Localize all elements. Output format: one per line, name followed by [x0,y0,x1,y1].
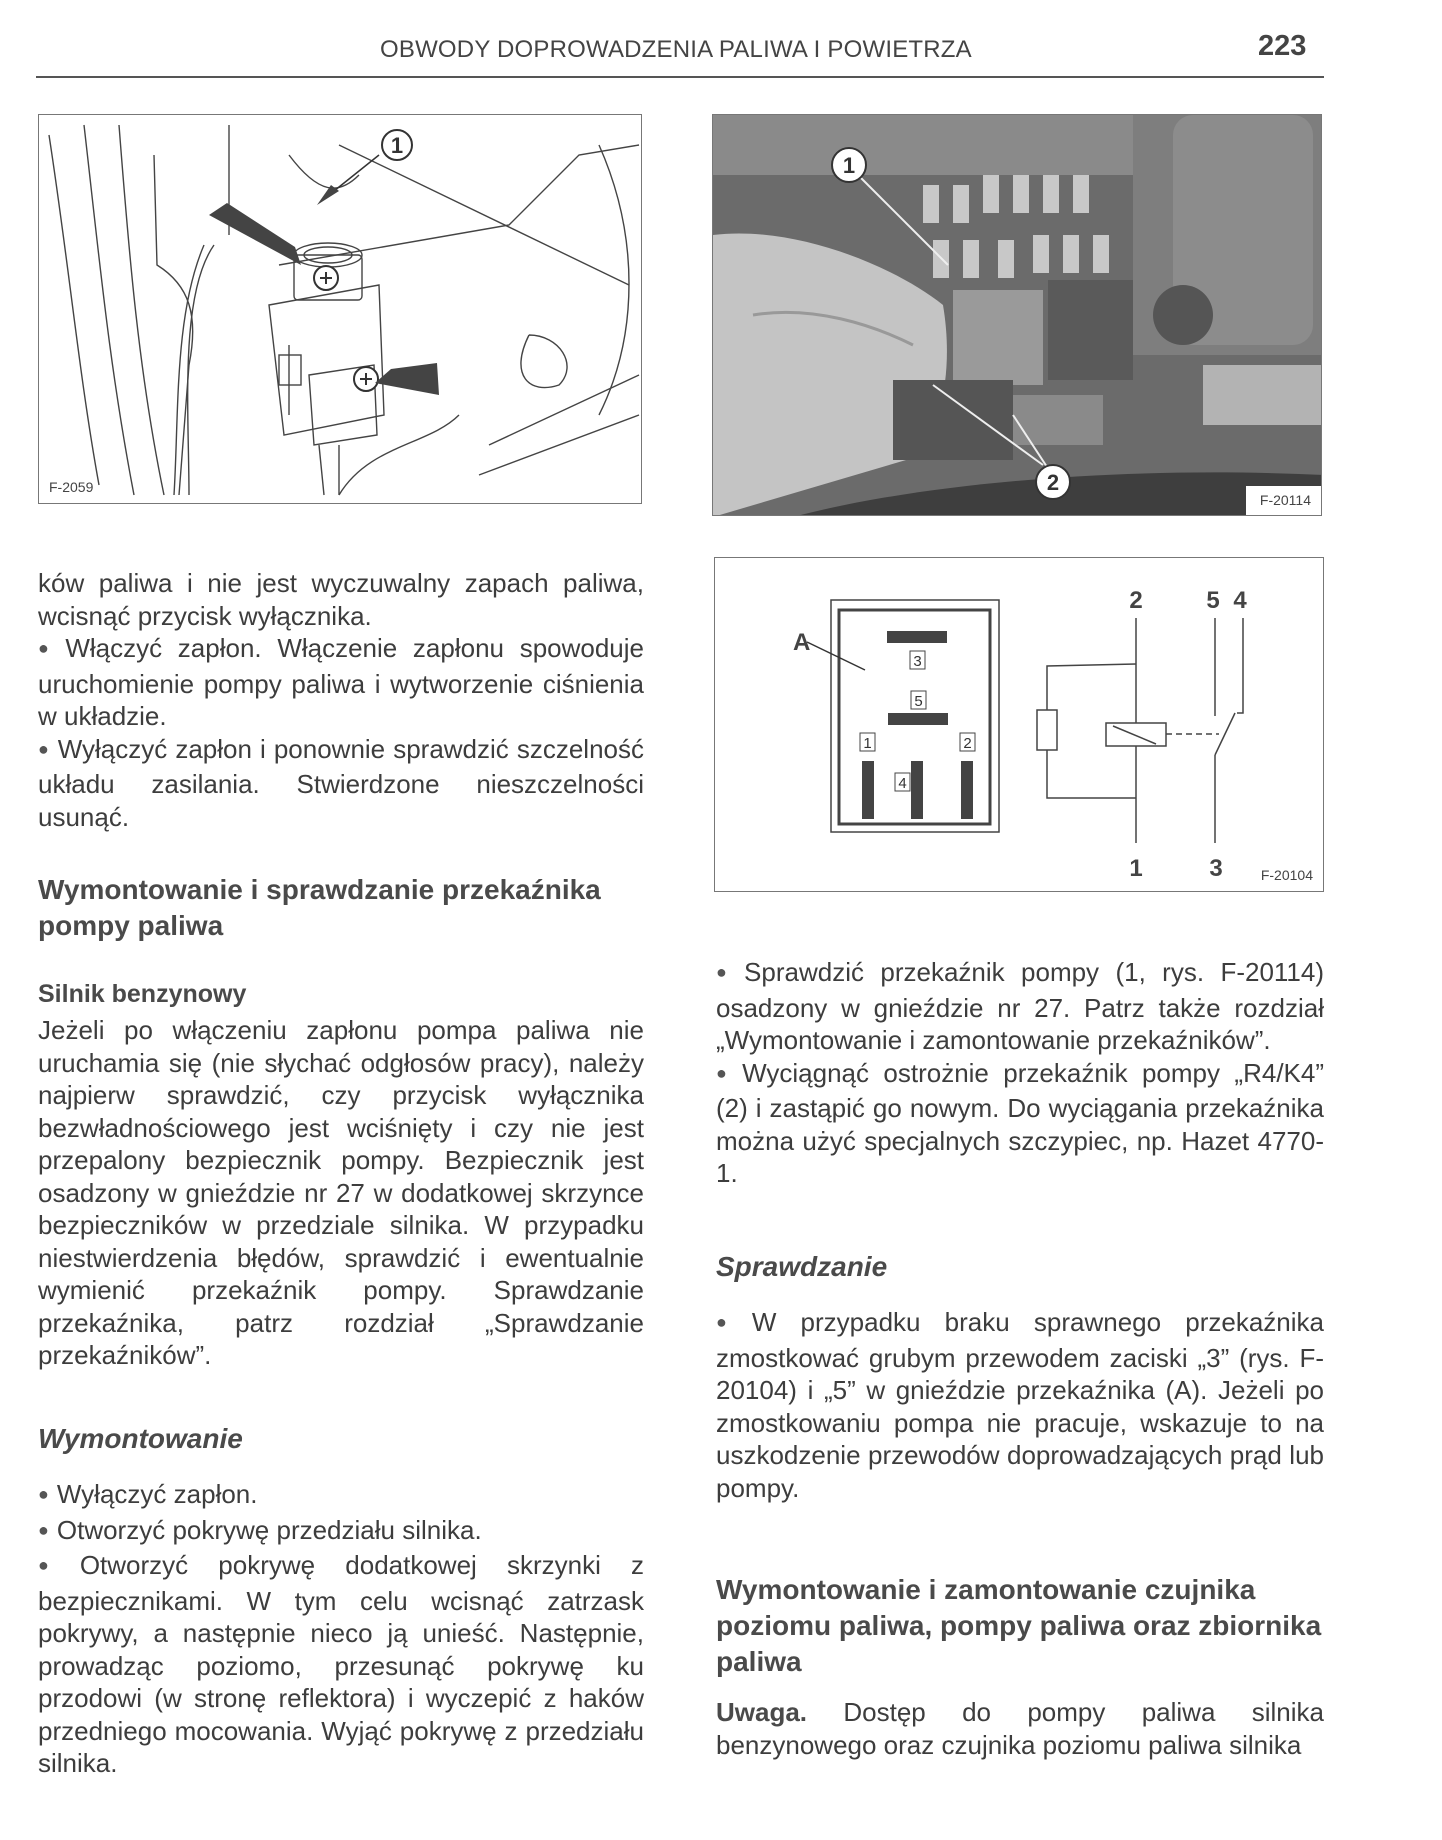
relay-diagram [715,558,1324,892]
pin-4-contact [911,761,923,819]
note-paragraph [716,1696,1324,1761]
figure-relay-diagram [714,557,1324,892]
pin-label-3: 3 [913,653,922,670]
bullet-item: ● Wyłączyć zapłon. [38,1478,644,1514]
callout-1 [832,148,866,182]
svg-text:1: 1 [842,153,856,178]
bullet-item: ● Włączyć zapłon. Włączenie zapłonu spowoduje uruchomienie pompy paliwa i wytworzenie ciśnienia w układzie. [38,632,644,733]
pin-label-2: 2 [963,735,972,752]
paragraph: ków paliwa i nie jest wyczuwalny zapach paliwa, wcisnąć przycisk wyłącznika. [38,568,644,631]
section-heading-relay [38,872,644,944]
bullet-item: ● W przypadku braku sprawnego przekaźnika zmostkować grubym przewodem zaciski „3” (rys. F-20104) i „5” w gnieździe przekaźnika (A). Jeżeli po zmostkowaniu pompa nie pracuje, wskazuje to na uszkodzenie przewodów doprowadzających prąd lub pompy. [716,1306,1324,1504]
note-text: Dostęp do pompy paliwa silnika benzynowego oraz czujnika poziomu paliwa silnika [716,1697,1324,1760]
paragraph: Jeżeli po włączeniu zapłonu pompa paliwa nie uruchamia się (nie słychać odgłosów pracy), należy najpierw sprawdzić, czy przycisk wyłącznika bezwładnościowego jest wciśnięty i czy nie jest przepalony bezpiecznik pompy. Bezpiecznik jest osadzony w gnieździe nr 27 w dodatkowej skrzynce bezpieczników w przedziale silnika. W przypadku niestwierdzenia błędów, sprawdzić i ewentualnie wymienić przekaźnik pompy. Sprawdzanie przekaźnika, patrz rozdział „Sprawdzanie przekaźników”. [38,1015,644,1370]
svg-text:1: 1 [390,133,404,158]
terminal-4: 4 [1233,587,1247,614]
right-column-steps [716,956,1324,1190]
figure-label: F-20104 [1260,867,1313,883]
fuse-box-photo [713,115,1322,516]
subsection-title: Wymontowanie [38,1423,243,1454]
terminal-2: 2 [1129,587,1143,614]
section-heading-fuel-sensor [716,1572,1324,1761]
bullet-item: ● Wyciągnąć ostrożnie przekaźnik pompy „R4/K4” (2) i zastąpić go nowym. Do wyciągania przekaźnika można użyć specjalnych szczypiec, np. Hazet 4770-1. [716,1057,1324,1190]
bullet-item: ● Wyłączyć zapłon i ponownie sprawdzić szczelność układu zasilania. Stwierdzone nieszczelności usunąć. [38,733,644,834]
section-title: Wymontowanie i sprawdzanie przekaźnika pompy paliwa [38,874,601,941]
relay-schematic [1037,618,1243,843]
terminal-3: 3 [1209,855,1223,882]
note-label: Uwaga. [716,1697,808,1727]
figure-label: F-20114 [1259,492,1311,508]
header-divider [36,76,1324,78]
left-column-intro [38,567,644,833]
subsection-removal [38,1422,644,1780]
section-title: Wymontowanie i zamontowanie czujnika poziomu paliwa, pompy paliwa oraz zbiornika paliwa [716,1574,1322,1677]
subsection-checking [716,1250,1324,1504]
resistor-symbol [1037,710,1057,750]
svg-text:2: 2 [1046,470,1060,495]
pin-label-4: 4 [898,775,907,792]
screw-icon [314,266,338,290]
subsection-title: Sprawdzanie [716,1251,888,1282]
pin-5-contact [888,713,948,725]
bullet-item: ● Otworzyć pokrywę przedziału silnika. [38,1514,644,1550]
socket-label-a: A [793,629,811,656]
inertia-switch-drawing [39,115,642,504]
figure-label: F-2059 [49,479,94,495]
running-header: OBWODY DOPROWADZENIA PALIWA I POWIETRZA [380,36,972,63]
bullet-item: ● Sprawdzić przekaźnik pompy (1, rys. F-20114) osadzony w gnieździe nr 27. Patrz także rozdział „Wymontowanie i zamontowanie przekaźników”. [716,956,1324,1057]
pin-label-1: 1 [863,735,872,752]
pin-2-contact [961,761,973,819]
page-number: 223 [1258,30,1307,62]
terminal-5: 5 [1206,587,1220,614]
pin-1-contact [862,761,874,819]
relay-socket [793,600,999,832]
callout-2 [1036,465,1070,499]
arrow-icon [209,203,301,265]
callout-1 [382,130,412,160]
arrow-icon [375,363,439,395]
figure-inertia-switch [38,114,642,504]
screw-icon [354,367,378,391]
figure-fuse-box-photo [712,114,1322,516]
terminal-1: 1 [1129,855,1143,882]
pin-3-contact [887,631,947,643]
subsection-petrol-engine [38,978,644,1372]
pin-label-5: 5 [914,693,923,710]
subsection-title: Silnik benzynowy [38,980,247,1008]
bullet-item: ● Otworzyć pokrywę dodatkowej skrzynki z bezpiecznikami. W tym celu wcisnąć zatrzask pokrywy, a następnie nieco ją unieść. Następnie, prowadząc poziomo, przesunąć pokrywę ku przodowi (w stronę reflektora) i wyczepić z haków przedniego mocowania. Wyjąć pokrywę z przedziału silnika. [38,1549,644,1780]
